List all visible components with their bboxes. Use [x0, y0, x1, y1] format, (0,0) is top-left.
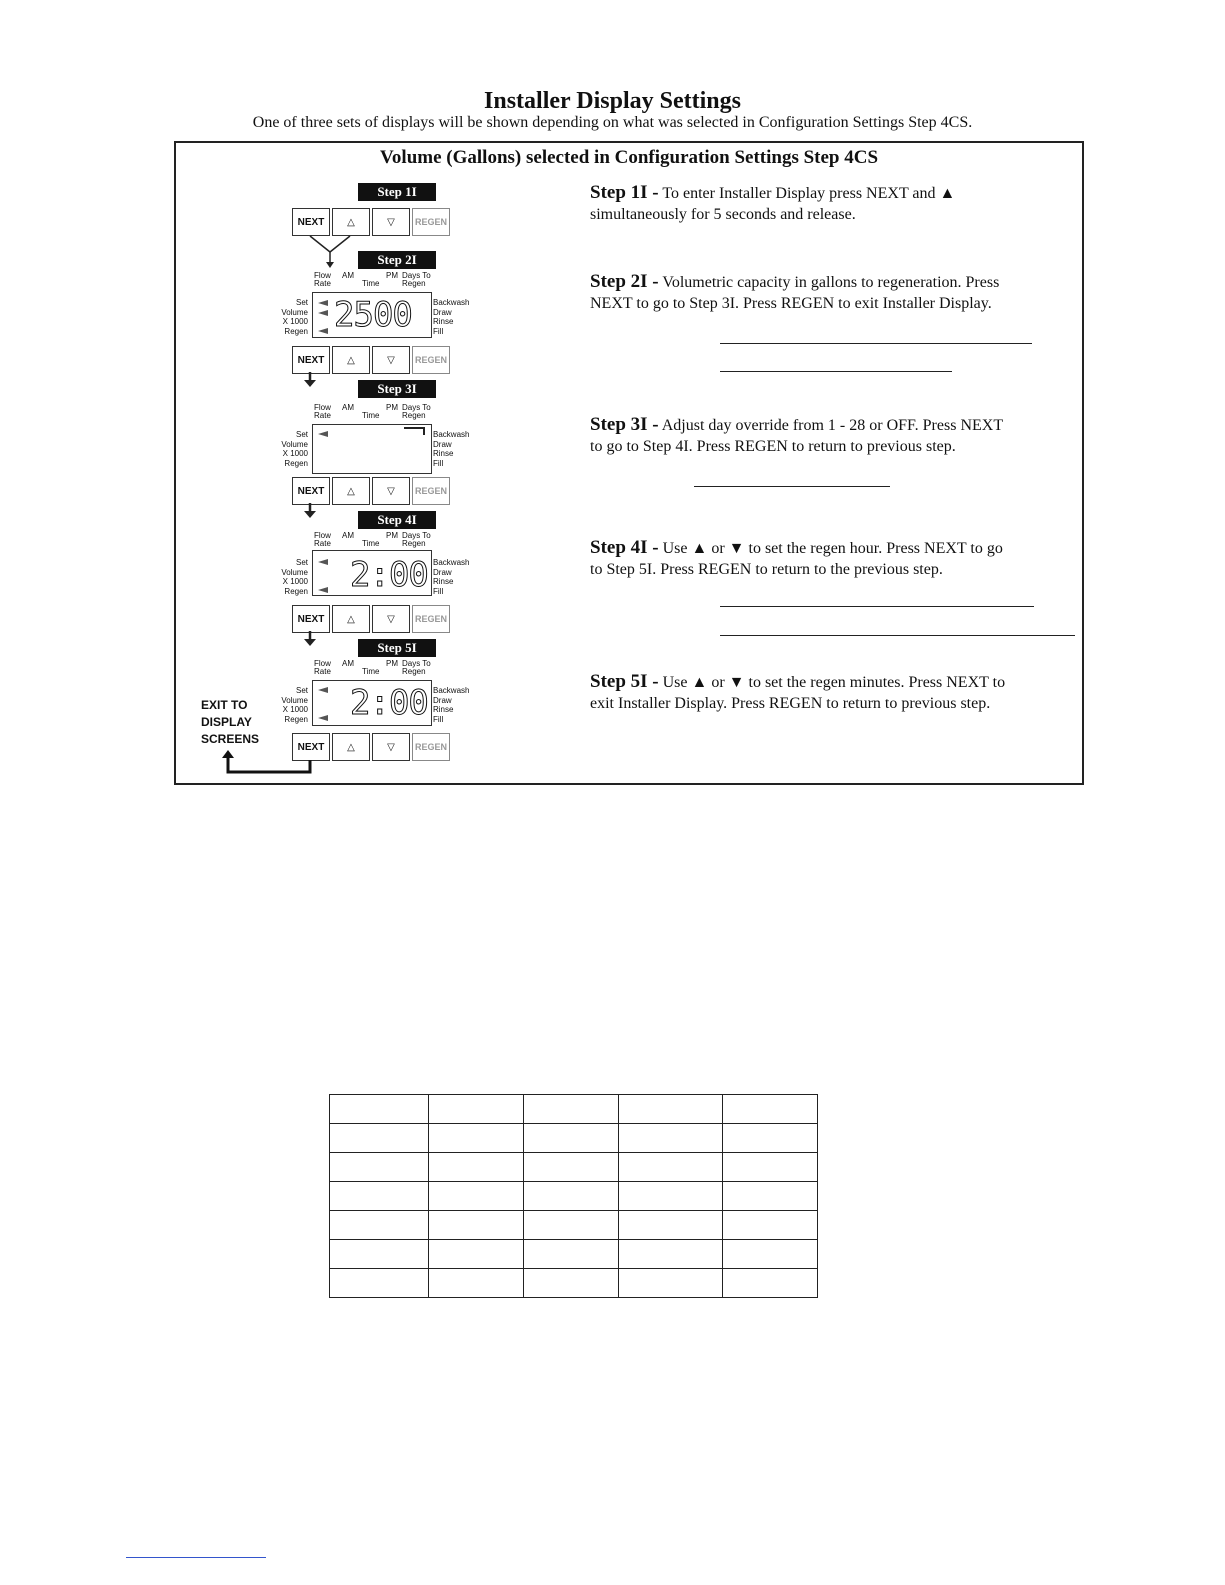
lcd-right-labels: Backwash Draw Rinse Fill — [433, 298, 470, 336]
table-cell — [429, 1095, 524, 1124]
table-cell — [330, 1182, 429, 1211]
table-cell — [524, 1095, 619, 1124]
lcd-am: AM — [342, 403, 354, 412]
lcd-pm: PM — [386, 659, 398, 668]
table-row — [330, 1153, 818, 1182]
lcd-flow-rate: Flow Rate — [314, 659, 331, 676]
step-3-label: Step 3I - — [590, 414, 659, 435]
frame-title: Volume (Gallons) selected in Configuration Settings Step 4CS — [379, 147, 879, 168]
step-4-button-row — [292, 605, 452, 633]
down-arrow-button[interactable]: ▽ — [372, 477, 410, 505]
down-arrow-button[interactable]: ▽ — [372, 605, 410, 633]
lcd-flow-rate: Flow Rate — [314, 271, 331, 288]
regen-button[interactable]: REGEN — [412, 477, 450, 505]
table-cell — [330, 1124, 429, 1153]
table-cell — [429, 1153, 524, 1182]
pointer-icon — [318, 559, 328, 565]
table-cell — [429, 1124, 524, 1153]
lcd-time: Time — [362, 667, 380, 676]
table-cell — [619, 1124, 723, 1153]
lcd-left-labels: Set Volume X 1000 Regen — [281, 558, 308, 596]
table-cell — [723, 1240, 818, 1269]
lcd-right-labels: Backwash Draw Rinse Fill — [433, 686, 470, 724]
table-cell — [723, 1211, 818, 1240]
table-cell — [429, 1269, 524, 1298]
table-cell — [429, 1182, 524, 1211]
lcd-left-labels: Set Volume X 1000 Regen — [281, 430, 308, 468]
step-4-badge: Step 4I — [358, 511, 436, 529]
step-3-text: Adjust day override from 1 - 28 or OFF. Press NEXT to go to Step 4I. Press REGEN to return to previous step. — [590, 417, 1003, 455]
lcd-days-to-regen: Days To Regen — [402, 659, 431, 676]
lcd-am: AM — [342, 271, 354, 280]
lcd-flow-rate: Flow Rate — [314, 531, 331, 548]
next-button[interactable]: NEXT — [292, 208, 330, 236]
step-4-description — [590, 537, 1010, 580]
blank-line — [720, 343, 1032, 344]
lcd-left-labels: Set Volume X 1000 Regen — [281, 298, 308, 336]
pointer-icon — [318, 715, 328, 721]
regen-button[interactable]: REGEN — [412, 346, 450, 374]
next-button[interactable]: NEXT — [292, 733, 330, 761]
step-2-badge: Step 2I — [358, 251, 436, 269]
table-cell — [330, 1095, 429, 1124]
table-cell — [619, 1182, 723, 1211]
step-4-text: Use ▲ or ▼ to set the regen hour. Press NEXT to go to Step 5I. Press REGEN to return to the previous step. — [590, 540, 1003, 578]
step-5-lcd-value: 2:00 — [350, 683, 428, 723]
step-1-flow-arrow — [300, 234, 360, 270]
lcd-time: Time — [362, 279, 380, 288]
table-cell — [429, 1240, 524, 1269]
up-arrow-button[interactable]: △ — [332, 605, 370, 633]
lcd-right-labels: Backwash Draw Rinse Fill — [433, 430, 470, 468]
lcd-time: Time — [362, 539, 380, 548]
footer-link-line — [126, 1557, 266, 1558]
table-cell — [524, 1240, 619, 1269]
table-cell — [330, 1153, 429, 1182]
step-2-label: Step 2I - — [590, 271, 659, 292]
table-cell — [330, 1269, 429, 1298]
up-arrow-button[interactable]: △ — [332, 733, 370, 761]
blank-line — [694, 486, 890, 487]
step-2-lcd-value: 2500 — [334, 295, 412, 335]
step-2-flow-arrow — [302, 372, 318, 388]
next-button[interactable]: NEXT — [292, 346, 330, 374]
up-arrow-button[interactable]: △ — [332, 208, 370, 236]
down-arrow-button[interactable]: ▽ — [372, 733, 410, 761]
step-3-badge: Step 3I — [358, 380, 436, 398]
step-4-flow-arrow — [302, 631, 318, 647]
lcd-days-to-regen: Days To Regen — [402, 271, 431, 288]
next-button[interactable]: NEXT — [292, 477, 330, 505]
table-cell — [524, 1182, 619, 1211]
lcd-pm: PM — [386, 271, 398, 280]
lcd-am: AM — [342, 531, 354, 540]
lcd-pm: PM — [386, 531, 398, 540]
table-cell — [330, 1240, 429, 1269]
table-cell — [330, 1211, 429, 1240]
table-cell — [723, 1124, 818, 1153]
step-1-description — [590, 182, 1010, 225]
blank-line — [720, 606, 1034, 607]
table-cell — [723, 1269, 818, 1298]
blank-line — [720, 371, 952, 372]
down-arrow-button[interactable]: ▽ — [372, 346, 410, 374]
up-arrow-button[interactable]: △ — [332, 346, 370, 374]
step-5-label: Step 5I - — [590, 671, 659, 692]
table-cell — [524, 1124, 619, 1153]
step-1-button-row — [292, 208, 452, 236]
table-cell — [619, 1211, 723, 1240]
lcd-am: AM — [342, 659, 354, 668]
table-cell — [619, 1095, 723, 1124]
pointer-icon — [318, 328, 328, 334]
next-button[interactable]: NEXT — [292, 605, 330, 633]
step-4-lcd-value: 2:00 — [350, 555, 428, 595]
step-5-badge: Step 5I — [358, 639, 436, 657]
pointer-icon — [318, 431, 328, 437]
lcd-time: Time — [362, 411, 380, 420]
blank-line — [720, 635, 1075, 636]
step-1-label: Step 1I - — [590, 182, 659, 203]
step-2-button-row — [292, 346, 452, 374]
table-cell — [723, 1153, 818, 1182]
exit-arrow-icon — [218, 748, 318, 776]
blank-table — [329, 1094, 818, 1298]
lcd-right-labels: Backwash Draw Rinse Fill — [433, 558, 470, 596]
step-2-description — [590, 271, 1010, 314]
step-3-button-row — [292, 477, 452, 505]
table-cell — [723, 1182, 818, 1211]
table-row — [330, 1269, 818, 1298]
regen-button[interactable]: REGEN — [412, 733, 450, 761]
lcd-left-labels: Set Volume X 1000 Regen — [281, 686, 308, 724]
down-arrow-button[interactable]: ▽ — [372, 208, 410, 236]
lcd-segment-icon — [404, 426, 428, 436]
page-title: Installer Display Settings — [484, 88, 741, 114]
step-5-text: Use ▲ or ▼ to set the regen minutes. Press NEXT to exit Installer Display. Press REGEN to return to previous step. — [590, 674, 1006, 712]
pointer-icon — [318, 310, 328, 316]
lcd-pm: PM — [386, 403, 398, 412]
table-row — [330, 1095, 818, 1124]
page-subtitle: One of three sets of displays will be shown depending on what was selected in Configuration Settings Step 4CS. — [252, 114, 973, 131]
lcd-flow-rate: Flow Rate — [314, 403, 331, 420]
table-cell — [429, 1211, 524, 1240]
step-3-flow-arrow — [302, 503, 318, 519]
pointer-icon — [318, 687, 328, 693]
lcd-days-to-regen: Days To Regen — [402, 531, 431, 548]
table-cell — [524, 1211, 619, 1240]
table-row — [330, 1182, 818, 1211]
lcd-days-to-regen: Days To Regen — [402, 403, 431, 420]
table-row — [330, 1124, 818, 1153]
step-5-description — [590, 671, 1010, 714]
table-cell — [619, 1269, 723, 1298]
table-cell — [619, 1153, 723, 1182]
table-row — [330, 1240, 818, 1269]
pointer-icon — [318, 587, 328, 593]
exit-to-display-label: EXIT TO DISPLAY SCREENS — [201, 698, 260, 746]
regen-button[interactable]: REGEN — [412, 605, 450, 633]
step-1-text: To enter Installer Display press NEXT and ▲ simultaneously for 5 seconds and release. — [590, 185, 956, 223]
up-arrow-button[interactable]: △ — [332, 477, 370, 505]
step-2-text: Volumetric capacity in gallons to regeneration. Press NEXT to go to Step 3I. Press REGEN to exit Installer Display. — [590, 274, 1000, 312]
table-cell — [619, 1240, 723, 1269]
table-cell — [524, 1153, 619, 1182]
pointer-icon — [318, 300, 328, 306]
regen-button[interactable]: REGEN — [412, 208, 450, 236]
step-4-label: Step 4I - — [590, 537, 659, 558]
step-3-description — [590, 414, 1010, 457]
step-1-badge: Step 1I — [358, 183, 436, 201]
table-cell — [524, 1269, 619, 1298]
table-row — [330, 1211, 818, 1240]
table-cell — [723, 1095, 818, 1124]
